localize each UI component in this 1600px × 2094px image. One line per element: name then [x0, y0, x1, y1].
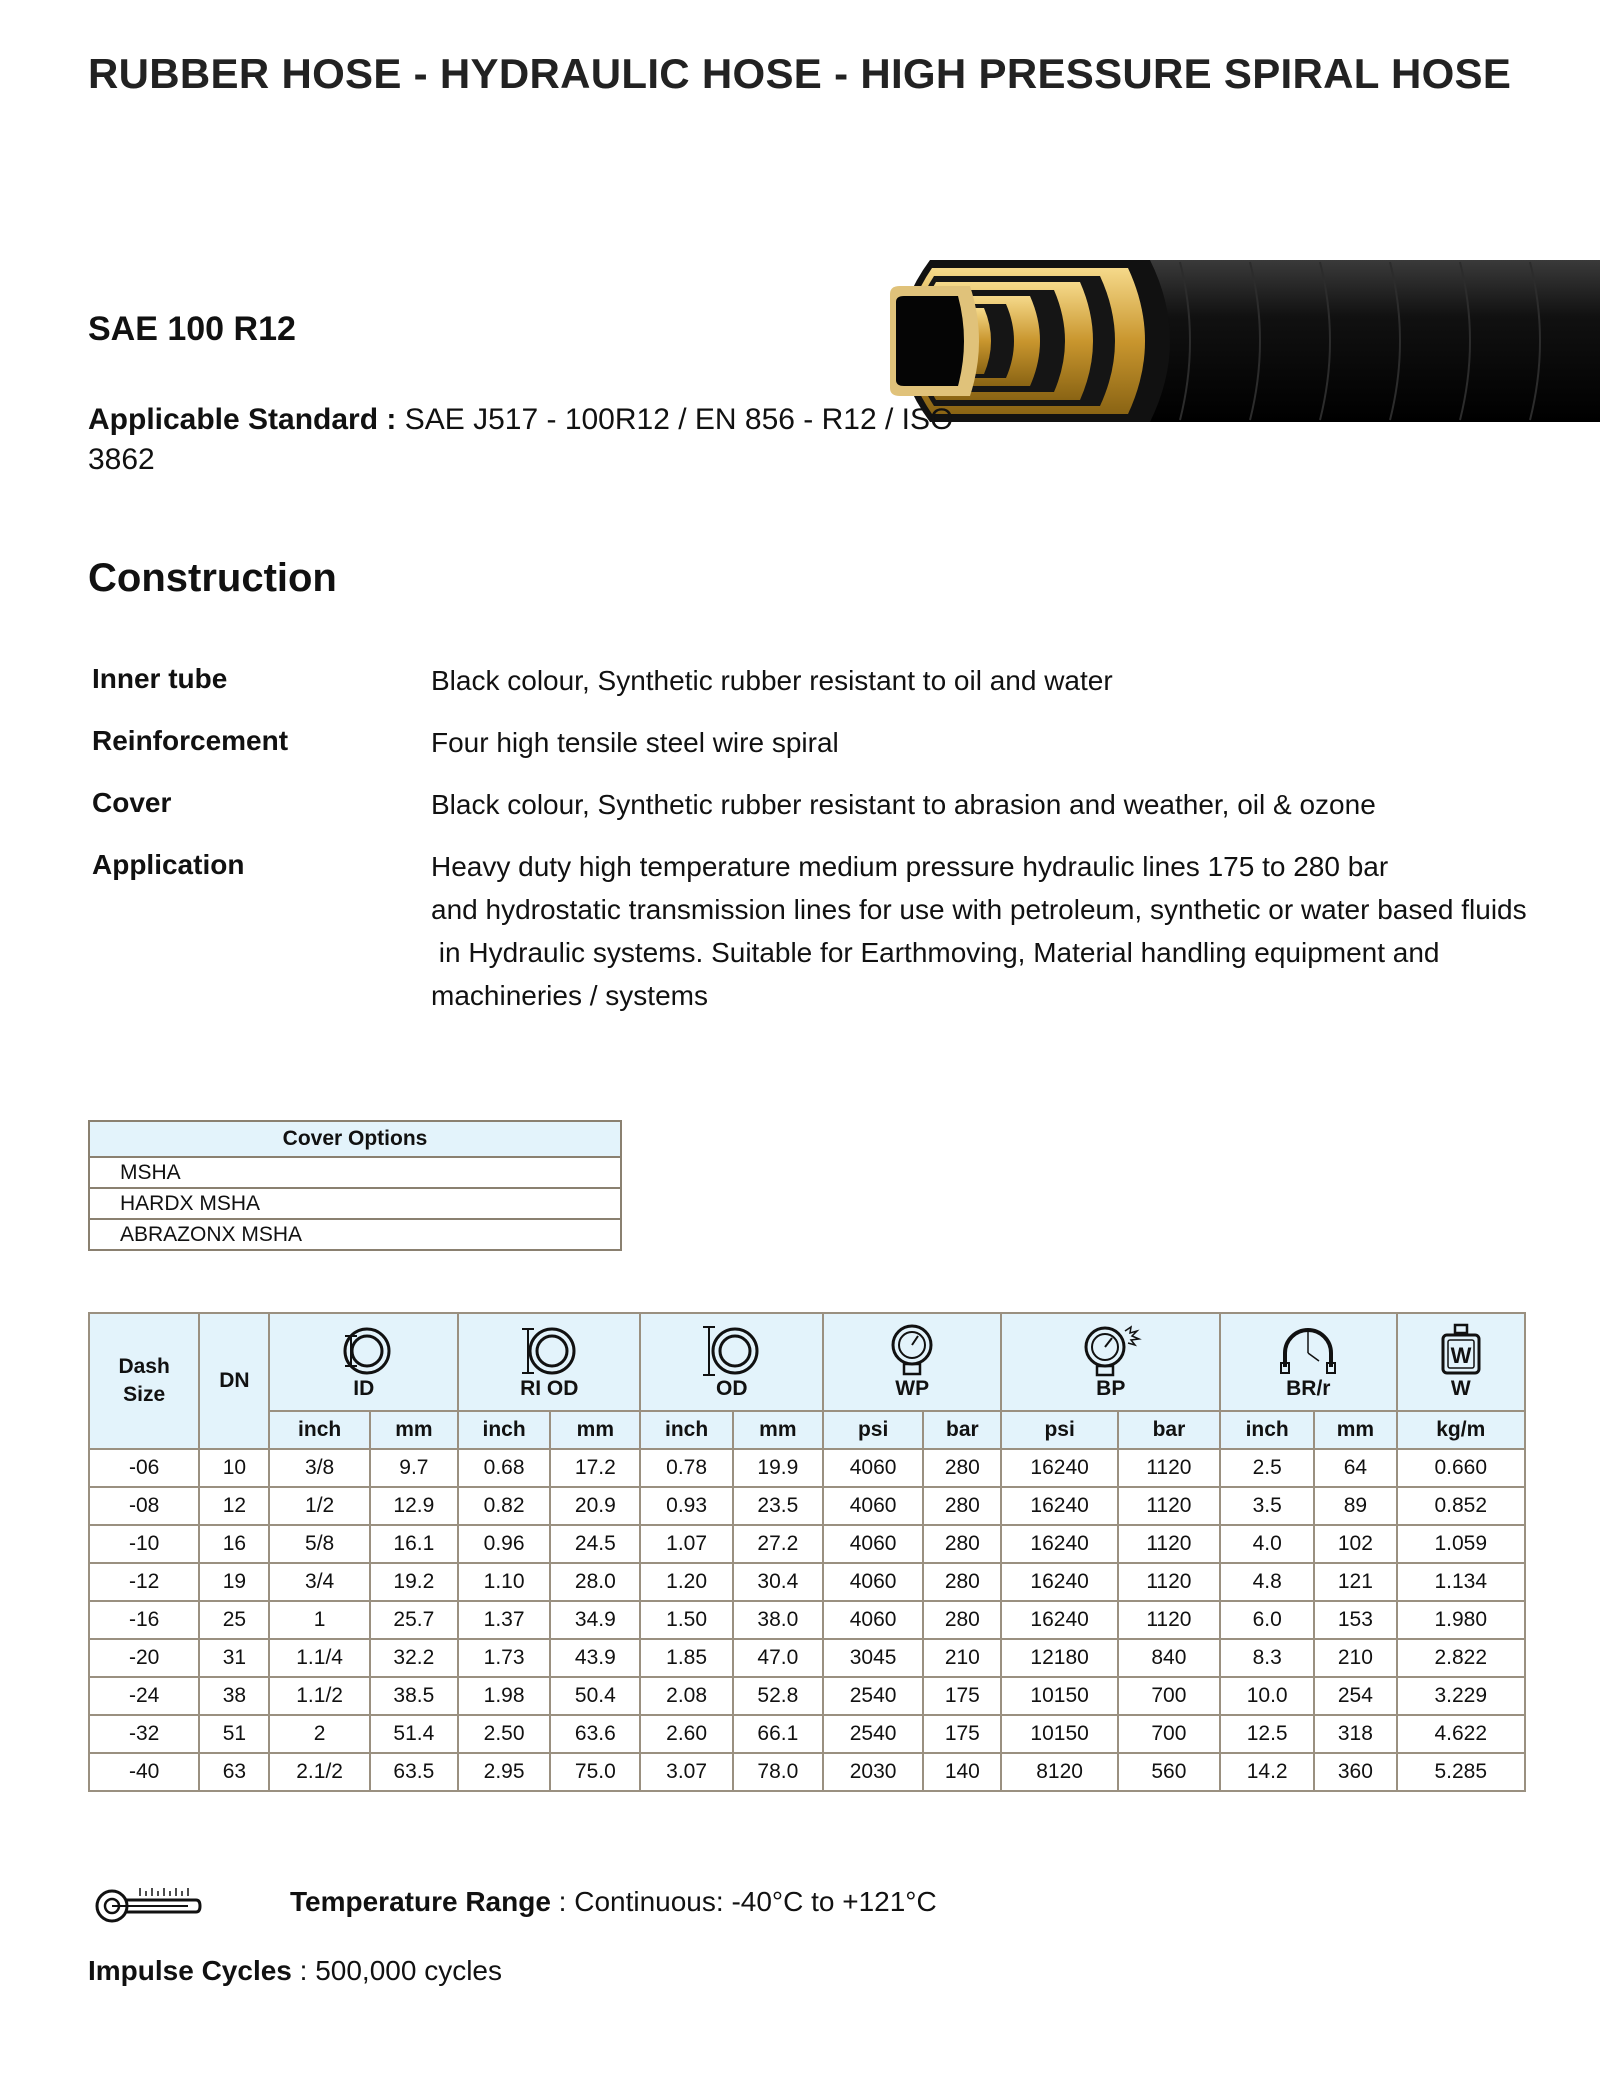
- unit-header: psi: [1001, 1411, 1117, 1449]
- table-cell: 78.0: [733, 1753, 823, 1791]
- table-cell: 210: [1314, 1639, 1396, 1677]
- table-cell: 17.2: [550, 1449, 640, 1487]
- table-cell: 3.07: [640, 1753, 732, 1791]
- wp-header: WP: [823, 1313, 1001, 1411]
- table-cell: 28.0: [550, 1563, 640, 1601]
- table-cell: 175: [923, 1715, 1001, 1753]
- table-row: [89, 1601, 1525, 1639]
- table-cell: 63: [199, 1753, 269, 1791]
- table-cell: 1/2: [269, 1487, 369, 1525]
- table-row: [89, 1677, 1525, 1715]
- table-cell: 4060: [823, 1487, 923, 1525]
- table-cell: 153: [1314, 1601, 1396, 1639]
- bp-header: BP: [1001, 1313, 1220, 1411]
- table-cell: 14.2: [1220, 1753, 1314, 1791]
- table-cell: 140: [923, 1753, 1001, 1791]
- table-cell: 5/8: [269, 1525, 369, 1563]
- table-cell: 38: [199, 1677, 269, 1715]
- table-cell: 75.0: [550, 1753, 640, 1791]
- table-cell: 10: [199, 1449, 269, 1487]
- table-cell: 66.1: [733, 1715, 823, 1753]
- table-cell: 63.6: [550, 1715, 640, 1753]
- table-cell: 2.1/2: [269, 1753, 369, 1791]
- table-cell: 360: [1314, 1753, 1396, 1791]
- table-cell: 1.10: [458, 1563, 550, 1601]
- temperature-value: : Continuous: -40°C to +121°C: [550, 1886, 937, 1917]
- table-cell: 25.7: [370, 1601, 458, 1639]
- table-cell: 2540: [823, 1715, 923, 1753]
- table-cell: -24: [89, 1677, 199, 1715]
- cover-option: HARDX MSHA: [89, 1188, 621, 1219]
- unit-header: bar: [923, 1411, 1001, 1449]
- model-name: SAE 100 R12: [88, 310, 296, 348]
- table-cell: 2540: [823, 1677, 923, 1715]
- burst-gauge-icon: [1073, 1323, 1149, 1377]
- table-cell: 1.059: [1397, 1525, 1525, 1563]
- cover-option: MSHA: [89, 1157, 621, 1188]
- standard-label: Applicable Standard :: [88, 403, 397, 436]
- table-cell: 121: [1314, 1563, 1396, 1601]
- unit-header: inch: [1220, 1411, 1314, 1449]
- table-cell: 16240: [1001, 1601, 1117, 1639]
- table-cell: 19.2: [370, 1563, 458, 1601]
- table-cell: 2.95: [458, 1753, 550, 1791]
- table-row: [89, 1525, 1525, 1563]
- table-cell: 2.08: [640, 1677, 732, 1715]
- table-cell: 52.8: [733, 1677, 823, 1715]
- table-cell: 280: [923, 1601, 1001, 1639]
- table-cell: 43.9: [550, 1639, 640, 1677]
- cover-option: ABRAZONX MSHA: [89, 1219, 621, 1250]
- unit-header: inch: [458, 1411, 550, 1449]
- application-line: in Hydraulic systems. Suitable for Earthmoving, Material handling equipment and: [431, 937, 1440, 968]
- impulse-cycles: [88, 1955, 502, 1987]
- table-cell: 2.50: [458, 1715, 550, 1753]
- table-cell: 16.1: [370, 1525, 458, 1563]
- table-cell: 280: [923, 1449, 1001, 1487]
- table-cell: 700: [1118, 1677, 1220, 1715]
- table-cell: 3/8: [269, 1449, 369, 1487]
- table-cell: 20.9: [550, 1487, 640, 1525]
- table-cell: 12.5: [1220, 1715, 1314, 1753]
- table-cell: 280: [923, 1525, 1001, 1563]
- table-cell: 38.5: [370, 1677, 458, 1715]
- dn-header: DN: [199, 1313, 269, 1449]
- table-cell: 318: [1314, 1715, 1396, 1753]
- table-cell: 34.9: [550, 1601, 640, 1639]
- table-cell: 0.68: [458, 1449, 550, 1487]
- table-cell: 175: [923, 1677, 1001, 1715]
- construction-text-inner-tube: Black colour, Synthetic rubber resistant to oil and water: [431, 665, 1113, 696]
- table-cell: 210: [923, 1639, 1001, 1677]
- table-cell: 560: [1118, 1753, 1220, 1791]
- table-cell: 1.85: [640, 1639, 732, 1677]
- table-cell: -40: [89, 1753, 199, 1791]
- id-header: ID: [269, 1313, 458, 1411]
- table-cell: 19: [199, 1563, 269, 1601]
- table-cell: -06: [89, 1449, 199, 1487]
- table-cell: 51.4: [370, 1715, 458, 1753]
- table-cell: 16240: [1001, 1487, 1117, 1525]
- bend-radius-header: BR/r: [1220, 1313, 1396, 1411]
- table-cell: 31: [199, 1639, 269, 1677]
- table-cell: 2.60: [640, 1715, 732, 1753]
- table-cell: 1.980: [1397, 1601, 1525, 1639]
- table-cell: 0.78: [640, 1449, 732, 1487]
- table-cell: 50.4: [550, 1677, 640, 1715]
- table-cell: 1.37: [458, 1601, 550, 1639]
- table-row: [89, 1563, 1525, 1601]
- table-cell: 16240: [1001, 1449, 1117, 1487]
- specification-table: [88, 1312, 1526, 1792]
- weight-header: W W: [1397, 1313, 1525, 1411]
- table-cell: 2: [269, 1715, 369, 1753]
- dash-size-header: Dash Size: [89, 1313, 199, 1449]
- od-header: OD: [640, 1313, 823, 1411]
- table-cell: -12: [89, 1563, 199, 1601]
- table-cell: 10.0: [1220, 1677, 1314, 1715]
- table-cell: 4060: [823, 1563, 923, 1601]
- table-cell: 0.852: [1397, 1487, 1525, 1525]
- table-cell: 280: [923, 1563, 1001, 1601]
- unit-header: mm: [550, 1411, 640, 1449]
- table-cell: -10: [89, 1525, 199, 1563]
- table-cell: 12: [199, 1487, 269, 1525]
- table-cell: 1.134: [1397, 1563, 1525, 1601]
- unit-header: inch: [269, 1411, 369, 1449]
- standard-value: SAE J517 - 100R12 / EN 856 - R12 / ISO: [404, 403, 954, 436]
- table-cell: 2.5: [1220, 1449, 1314, 1487]
- table-cell: 0.660: [1397, 1449, 1525, 1487]
- table-cell: 1120: [1118, 1601, 1220, 1639]
- table-cell: 47.0: [733, 1639, 823, 1677]
- table-row: [89, 1753, 1525, 1791]
- pressure-gauge-icon: [882, 1323, 942, 1377]
- construction-label-cover: Cover: [92, 787, 172, 818]
- table-cell: -20: [89, 1639, 199, 1677]
- table-cell: 64: [1314, 1449, 1396, 1487]
- table-cell: 3/4: [269, 1563, 369, 1601]
- table-cell: 102: [1314, 1525, 1396, 1563]
- bend-radius-icon: [1273, 1323, 1343, 1377]
- table-cell: 1120: [1118, 1487, 1220, 1525]
- svg-text:W: W: [1450, 1343, 1472, 1368]
- table-cell: 16: [199, 1525, 269, 1563]
- table-cell: 4.0: [1220, 1525, 1314, 1563]
- table-cell: 4.622: [1397, 1715, 1525, 1753]
- table-cell: 1.1/2: [269, 1677, 369, 1715]
- table-cell: -32: [89, 1715, 199, 1753]
- table-cell: -08: [89, 1487, 199, 1525]
- reinforcement-od-icon: [514, 1323, 584, 1377]
- table-cell: 32.2: [370, 1639, 458, 1677]
- unit-header: mm: [370, 1411, 458, 1449]
- table-cell: 0.96: [458, 1525, 550, 1563]
- standard-value-cont: 3862: [88, 443, 155, 476]
- table-cell: 27.2: [733, 1525, 823, 1563]
- table-cell: 4060: [823, 1525, 923, 1563]
- table-cell: 1120: [1118, 1525, 1220, 1563]
- table-cell: 4060: [823, 1601, 923, 1639]
- table-cell: 12.9: [370, 1487, 458, 1525]
- construction-text-reinforcement: Four high tensile steel wire spiral: [431, 727, 839, 758]
- table-cell: 1.20: [640, 1563, 732, 1601]
- table-cell: 16240: [1001, 1563, 1117, 1601]
- temperature-range: [290, 1886, 937, 1918]
- table-cell: 0.82: [458, 1487, 550, 1525]
- application-line: machineries / systems: [431, 980, 708, 1011]
- table-cell: 3.5: [1220, 1487, 1314, 1525]
- table-row: [89, 1487, 1525, 1525]
- table-cell: 2030: [823, 1753, 923, 1791]
- unit-header: psi: [823, 1411, 923, 1449]
- table-cell: 1.07: [640, 1525, 732, 1563]
- construction-heading: Construction: [88, 556, 337, 600]
- application-line: and hydrostatic transmission lines for use with petroleum, synthetic or water based fluids: [431, 894, 1527, 925]
- table-cell: 25: [199, 1601, 269, 1639]
- table-row: [89, 1639, 1525, 1677]
- table-cell: 3045: [823, 1639, 923, 1677]
- table-cell: 30.4: [733, 1563, 823, 1601]
- unit-header: mm: [733, 1411, 823, 1449]
- table-cell: 89: [1314, 1487, 1396, 1525]
- construction-label-application: Application: [92, 849, 245, 880]
- application-line: Heavy duty high temperature medium pressure hydraulic lines 175 to 280 bar: [431, 851, 1389, 882]
- outer-diameter-icon: [697, 1323, 767, 1377]
- table-cell: 1.1/4: [269, 1639, 369, 1677]
- table-row: [89, 1449, 1525, 1487]
- table-cell: 1120: [1118, 1563, 1220, 1601]
- table-cell: 3.229: [1397, 1677, 1525, 1715]
- weight-icon: [1433, 1323, 1489, 1377]
- table-cell: 8.3: [1220, 1639, 1314, 1677]
- table-cell: 6.0: [1220, 1601, 1314, 1639]
- ri-od-header: RI OD: [458, 1313, 641, 1411]
- impulse-value: : 500,000 cycles: [291, 1955, 502, 1986]
- inner-diameter-icon: [329, 1323, 399, 1377]
- unit-header: bar: [1118, 1411, 1220, 1449]
- table-cell: 16240: [1001, 1525, 1117, 1563]
- table-cell: 700: [1118, 1715, 1220, 1753]
- table-cell: 840: [1118, 1639, 1220, 1677]
- table-cell: 51: [199, 1715, 269, 1753]
- table-cell: 9.7: [370, 1449, 458, 1487]
- cover-options-table: [88, 1120, 622, 1251]
- cover-options-header: Cover Options: [89, 1121, 621, 1157]
- table-cell: 254: [1314, 1677, 1396, 1715]
- table-cell: 1120: [1118, 1449, 1220, 1487]
- table-cell: 23.5: [733, 1487, 823, 1525]
- table-cell: 4060: [823, 1449, 923, 1487]
- construction-label-inner-tube: Inner tube: [92, 663, 228, 694]
- table-cell: 10150: [1001, 1677, 1117, 1715]
- table-cell: 4.8: [1220, 1563, 1314, 1601]
- table-cell: 1: [269, 1601, 369, 1639]
- table-cell: 1.50: [640, 1601, 732, 1639]
- table-cell: 12180: [1001, 1639, 1117, 1677]
- impulse-label: Impulse Cycles: [88, 1955, 292, 1986]
- table-cell: 19.9: [733, 1449, 823, 1487]
- table-cell: 280: [923, 1487, 1001, 1525]
- table-cell: 8120: [1001, 1753, 1117, 1791]
- table-cell: 24.5: [550, 1525, 640, 1563]
- construction-label-reinforcement: Reinforcement: [92, 725, 289, 756]
- unit-header: kg/m: [1397, 1411, 1525, 1449]
- unit-header: inch: [640, 1411, 732, 1449]
- table-cell: -16: [89, 1601, 199, 1639]
- temperature-label: Temperature Range: [290, 1886, 551, 1917]
- construction-text-application: [431, 845, 1527, 1017]
- table-cell: 63.5: [370, 1753, 458, 1791]
- table-cell: 2.822: [1397, 1639, 1525, 1677]
- applicable-standard: [88, 400, 1048, 480]
- unit-header: mm: [1314, 1411, 1396, 1449]
- table-cell: 1.73: [458, 1639, 550, 1677]
- table-cell: 5.285: [1397, 1753, 1525, 1791]
- table-cell: 10150: [1001, 1715, 1117, 1753]
- table-cell: 38.0: [733, 1601, 823, 1639]
- table-cell: 1.98: [458, 1677, 550, 1715]
- page-title: RUBBER HOSE - HYDRAULIC HOSE - HIGH PRESSURE SPIRAL HOSE: [88, 50, 1512, 97]
- thermometer-icon: [92, 1880, 204, 1926]
- construction-text-cover: Black colour, Synthetic rubber resistant to abrasion and weather, oil & ozone: [431, 789, 1376, 820]
- table-row: [89, 1715, 1525, 1753]
- table-cell: 0.93: [640, 1487, 732, 1525]
